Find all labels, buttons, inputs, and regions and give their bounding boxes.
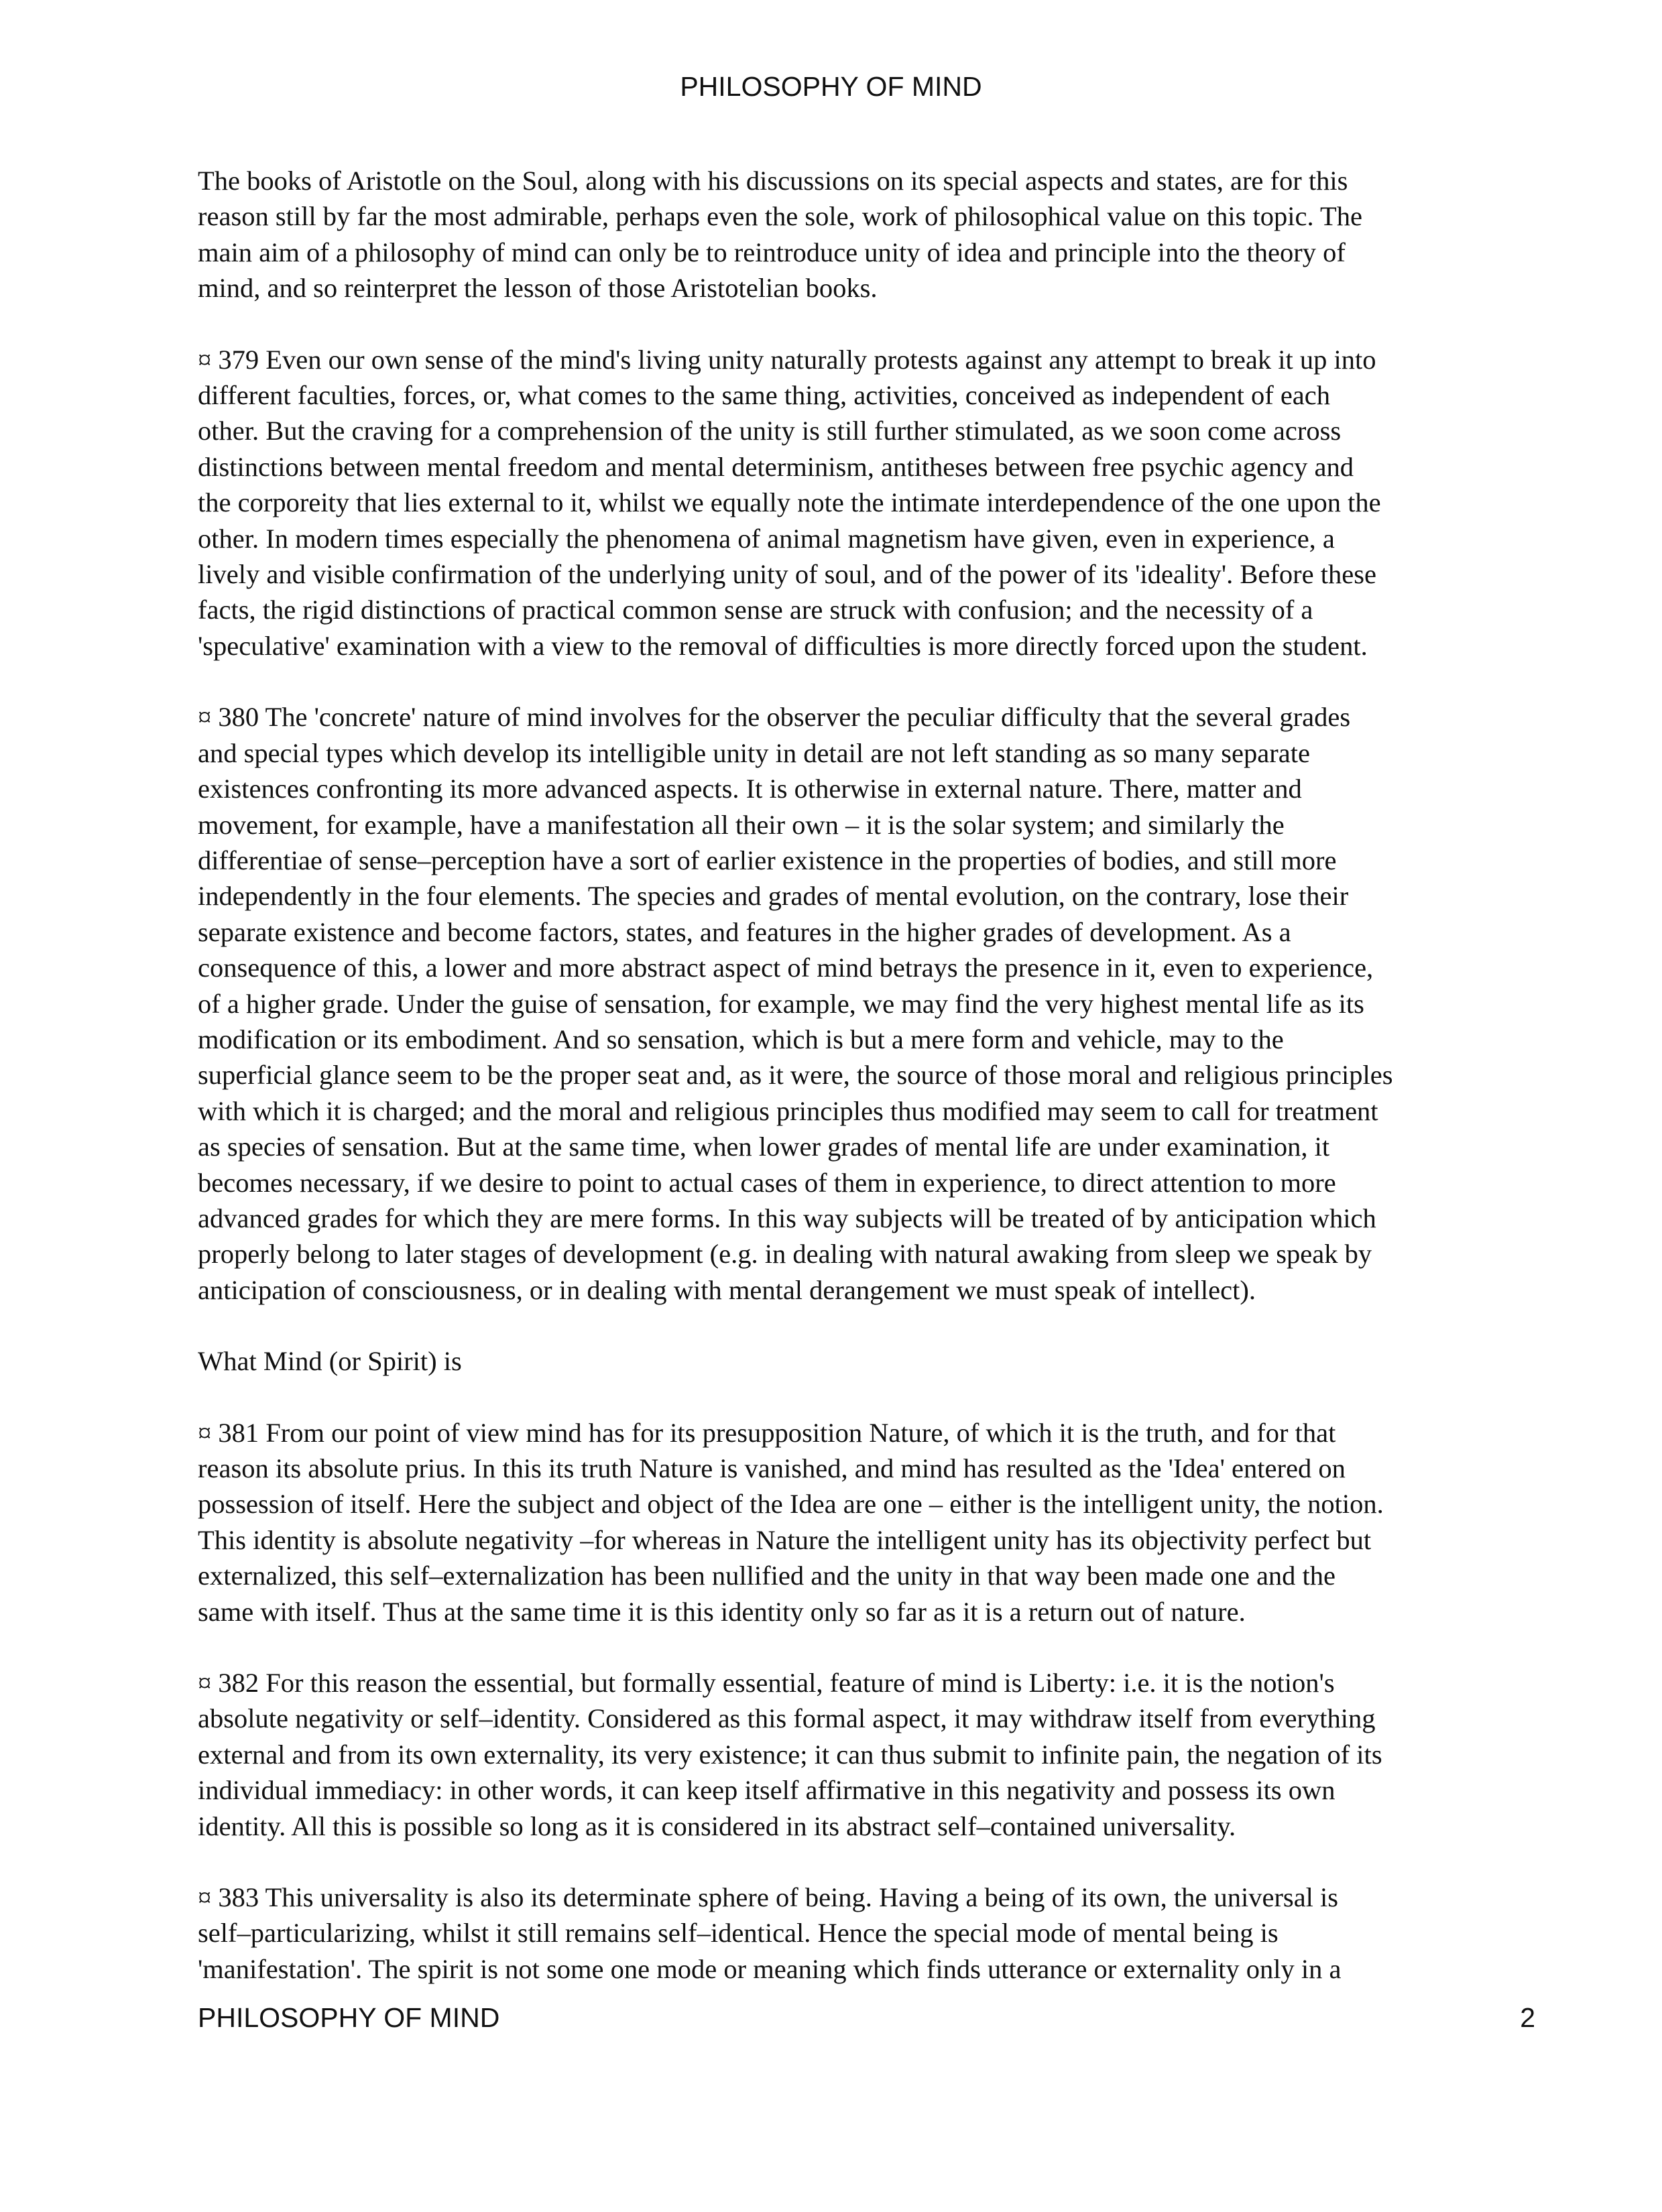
paragraph-section-380: ¤ 380 The 'concrete' nature of mind involves for the observer the peculiar difficulty that the several grades and special types which develop its intelligible unity in detail are not left standing as so many separate existences confronting its more advanced aspects. It is otherwise in external nature. There, matter and movement, for example, have a manifestation all their own – it is the solar system; and similarly the differentiae of sense–perception have a sort of earlier existence in the properties of bodies, and still more independently in the four elements. The species and grades of mental evolution, on the contrary, lose their separate existence and become factors, states, and features in the higher grades of development. As a consequence of this, a lower and more abstract aspect of mind betrays the presence in it, even to experience, of a higher grade. Under the guise of sensation, for example, we may find the very highest mental life as its modification or its embodiment. And so sensation, which is but a mere form and vehicle, may to the superficial glance seem to be the proper seat and, as it were, the source of those moral and religious principles with which it is charged; and the moral and religious principles thus modified may seem to call for treatment as species of sensation. But at the same time, when lower grades of mental life are under examination, it becomes necessary, if we desire to point to actual cases of them in experience, to direct attention to more advanced grades for which they are mere forms. In this way subjects will be treated of by anticipation which properly belong to later stages of development (e.g. in dealing with natural awaking from sleep we speak by anticipation of consciousness, or in dealing with mental derangement we must speak of intellect). [198,702,1393,1305]
page-number: 2 [1520,2002,1535,2033]
paragraph-section-383: ¤ 383 This universality is also its determinate sphere of being. Having a being of its own, the universal is self–particularizing, whilst it still remains self–identical. Hence the special mode of mental being is 'manifestation'. The spirit is not some one mode or meaning which finds utterance or externality only in a [198,1882,1342,1984]
document-body [198,163,1535,2022]
page-header-title: PHILOSOPHY OF MIND [680,71,982,102]
page-footer [198,2001,1535,2041]
footer-title: PHILOSOPHY OF MIND [198,2002,500,2033]
paragraph-section-381: ¤ 381 From our point of view mind has for its presupposition Nature, of which it is the truth, and for that reason its absolute prius. In this its truth Nature is vanished, and mind has resulted as the 'Idea' entered on possession of itself. Here the subject and object of the Idea are one – either is the intelligent unity, the notion. This identity is absolute negativity –for whereas in Nature the intelligent unity has its objectivity perfect but externalized, this self–externalization has been nullified and the unity in that way been made one and the same with itself. Thus at the same time it is this identity only so far as it is a return out of nature. [198,1417,1384,1627]
section-heading-what-mind-is: What Mind (or Spirit) is [198,1346,462,1377]
paragraph-section-379: ¤ 379 Even our own sense of the mind's living unity naturally protests against any attempt to break it up into different faculties, forces, or, what comes to the same thing, activities, conceived as independent of each other. But the craving for a comprehension of the unity is still further stimulated, as we soon come across distinctions between mental freedom and mental determinism, antitheses between free psychic agency and the corporeity that lies external to it, whilst we equally note the intimate interdependence of the one upon the other. In modern times especially the phenomena of animal magnetism have given, even in experience, a lively and visible confirmation of the underlying unity of soul, and of the power of its 'ideality'. Before these facts, the rigid distinctions of practical common sense are struck with confusion; and the necessity of a 'speculative' examination with a view to the removal of difficulties is more directly forced upon the student. [198,344,1381,661]
paragraph-aristotle-intro: The books of Aristotle on the Soul, along with his discussions on its special aspects and states, are for this reason still by far the most admirable, perhaps even the sole, work of philosophical value on this topic. The main aim of a philosophy of mind can only be to reintroduce unity of idea and principle into the theory of mind, and so reinterpret the lesson of those Aristotelian books. [198,166,1362,304]
paragraph-section-382: ¤ 382 For this reason the essential, but formally essential, feature of mind is Liberty: i.e. it is the notion's absolute negativity or self–identity. Considered as this formal aspect, it may withdraw itself from everything external and from its own externality, its very existence; it can thus submit to infinite pain, the negation of its individual immediacy: in other words, it can keep itself affirmative in this negativity and possess its own identity. All this is possible so long as it is considered in its abstract self–contained universality. [198,1668,1382,1841]
